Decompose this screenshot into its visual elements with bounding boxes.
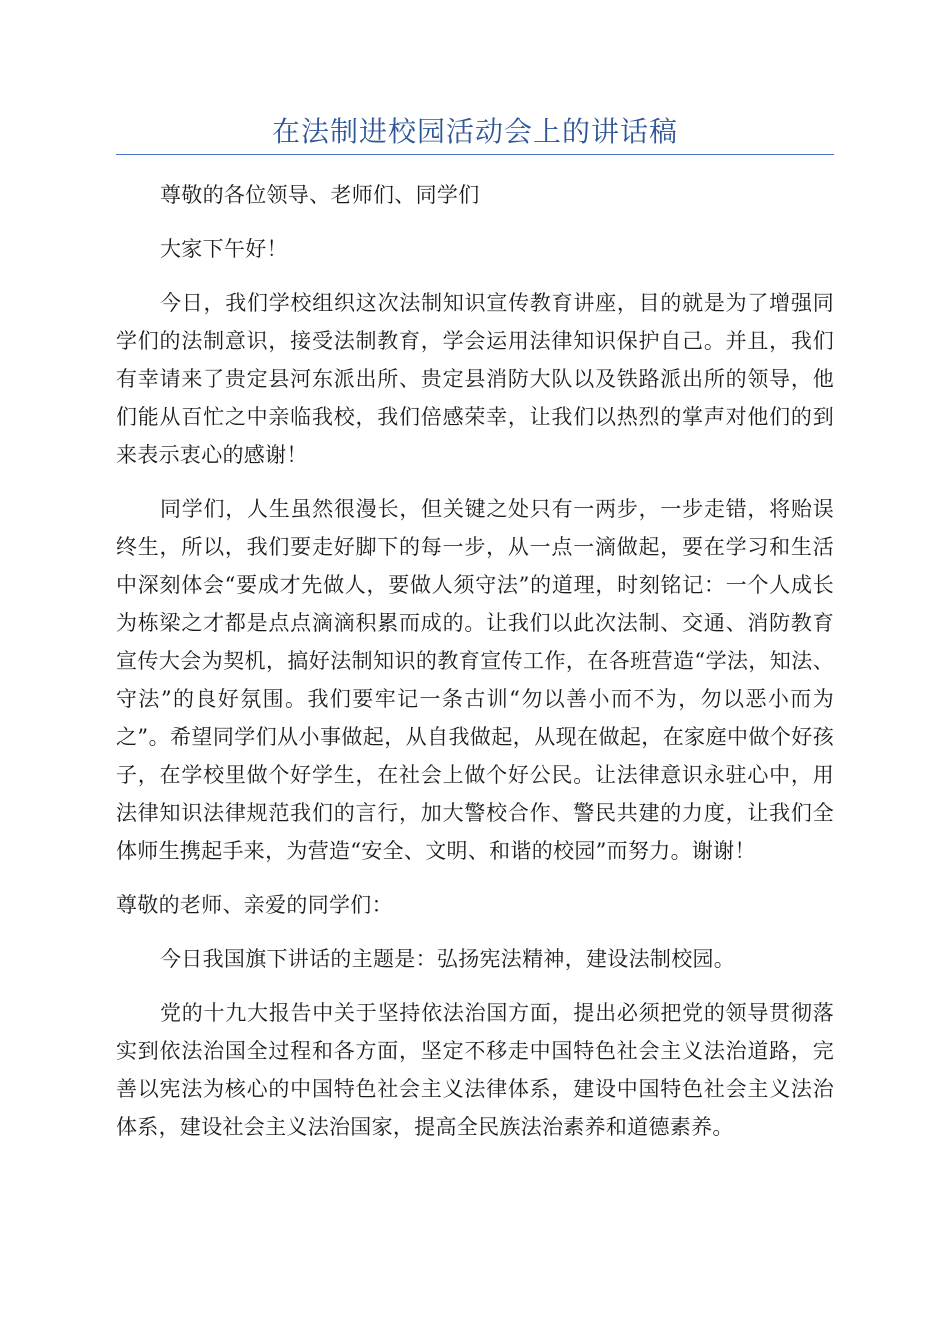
greeting: 大家下午好！ [160,237,288,261]
document-title: 在法制进校园活动会上的讲话稿 [271,115,678,148]
document-body [116,176,834,1146]
salutation-leaders: 尊敬的各位领导、老师们、同学们 [160,183,480,207]
salutation-teachers: 尊敬的老师、亲爱的同学们： [116,893,393,917]
paragraph-intro: 今日，我们学校组织这次法制知识宣传教育讲座，目的就是为了增强同学们的法制意识，接受法制教育，学会运用法律知识保护自己。并且，我们有幸请来了贵定县河东派出所、贵定县消防大队以及铁路派出所的领导，他们能从百忙之中亲临我校，我们倍感荣幸，让我们以热烈的掌声对他们的到来表示衷心的感谢！ [116,291,834,467]
paragraph-students: 同学们，人生虽然很漫长，但关键之处只有一两步，一步走错，将贻误终生，所以，我们要走好脚下的每一步，从一点一滴做起，要在学习和生活中深刻体会“要成才先做人，要做人须守法”的道理，时刻铭记：一个人成长为栋梁之才都是点点滴滴积累而成的。让我们以此次法制、交通、消防教育宣传大会为契机，搞好法制知识的教育宣传工作，在各班营造“学法，知法、守法”的良好氛围。我们要牢记一条古训“勿以善小而不为，勿以恶小而为之”。希望同学们从小事做起，从自我做起，从现在做起，在家庭中做个好孩子，在学校里做个好学生，在社会上做个好公民。让法律意识永驻心中，用法律知识法律规范我们的言行，加大警校合作、警民共建的力度，让我们全体师生携起手来，为营造“安全、文明、和谐的校园”而努力。谢谢！ [116,497,834,863]
paragraph-party-report: 党的十九大报告中关于坚持依法治国方面，提出必须把党的领导贯彻落实到依法治国全过程和各方面，坚定不移走中国特色社会主义法治道路，完善以宪法为核心的中国特色社会主义法律体系，建设中国特色社会主义法治体系，建设社会主义法治国家，提高全民族法治素养和道德素养。 [116,1001,834,1139]
paragraph-theme: 今日我国旗下讲话的主题是：弘扬宪法精神，建设法制校园。 [160,947,736,971]
title-underline [116,154,834,155]
